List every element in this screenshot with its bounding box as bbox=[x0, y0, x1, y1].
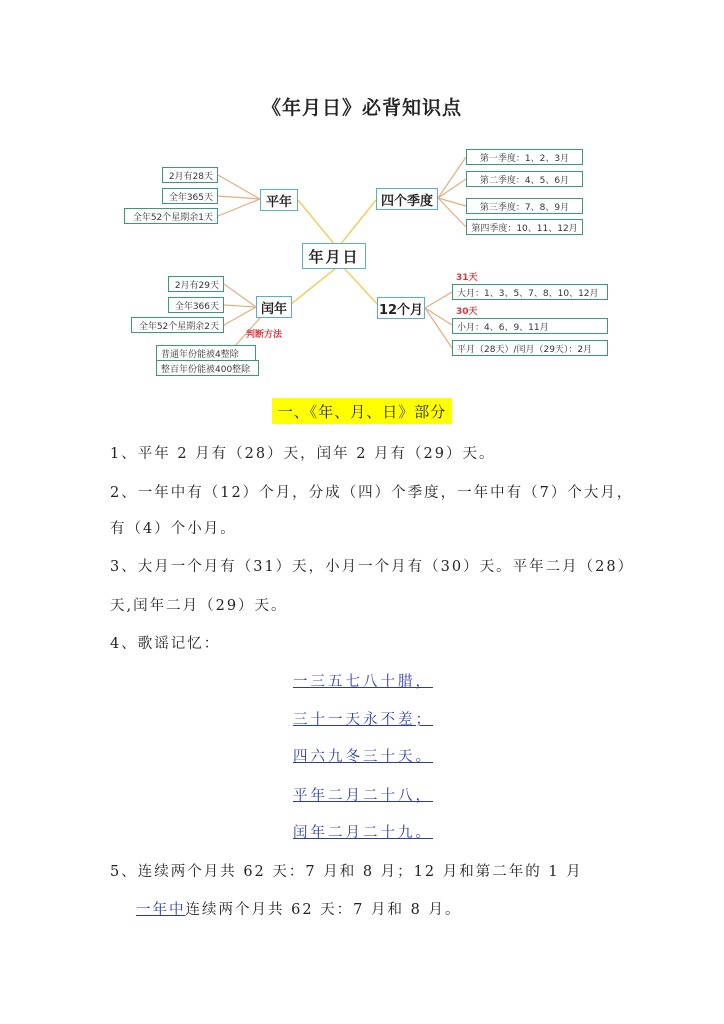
branch-months: 12个月 bbox=[377, 297, 425, 319]
leaf-method-1: 普通年份能被4整除 bbox=[156, 345, 256, 361]
mind-map-connectors bbox=[0, 0, 724, 390]
leaf-ping-nian-1: 2月有28天 bbox=[162, 167, 218, 183]
leaf-big-months: 大月：1、3、5、7、8、10、12月 bbox=[452, 284, 608, 300]
poem-line-2[interactable]: 三十一天永不差； bbox=[293, 712, 433, 728]
method-label: 判断方法 bbox=[246, 330, 283, 340]
poem-line-3[interactable]: 四六九冬三十天。 bbox=[293, 749, 433, 765]
branch-ping-nian: 平年 bbox=[260, 189, 298, 211]
leaf-season-4: 第四季度：10、11、12月 bbox=[466, 219, 583, 235]
leaf-season-3: 第三季度：7、8、9月 bbox=[466, 198, 583, 214]
leaf-small-months: 小月：4、6、9、11月 bbox=[452, 318, 608, 334]
year-within-link[interactable]: 一年中 bbox=[136, 902, 186, 918]
point-5-line-2 bbox=[136, 898, 461, 919]
leaf-feb: 平月（28天）/闰月（29天）：2月 bbox=[452, 340, 608, 356]
leaf-method-2: 整百年份能被400整除 bbox=[156, 360, 259, 376]
poem-line-5[interactable]: 闰年二月二十九。 bbox=[293, 825, 433, 841]
leaf-season-1: 第一季度：1、2、3月 bbox=[466, 149, 583, 165]
point-5-line-2-text: 连续两个月共 62 天：7 月和 8 月。 bbox=[185, 902, 462, 918]
point-4: 4、歌谣记忆： bbox=[110, 636, 221, 652]
point-3-line-2: 天,闰年二月（29）天。 bbox=[110, 598, 288, 614]
leaf-season-2: 第二季度：4、5、6月 bbox=[466, 171, 583, 187]
branch-seasons: 四个季度 bbox=[376, 188, 438, 210]
poem-line-4[interactable]: 平年二月二十八， bbox=[293, 788, 433, 804]
point-1: 1、平年 2 月有（28）天，闰年 2 月有（29）天。 bbox=[110, 446, 496, 462]
leaf-run-nian-1: 2月有29天 bbox=[168, 276, 224, 292]
point-3-line-1: 3、大月一个月有（31）天，小月一个月有（30）天。平年二月（28） bbox=[110, 559, 635, 575]
section-heading: 一、《年、月、日》部分 bbox=[272, 398, 452, 424]
center-node: 年月日 bbox=[302, 243, 366, 269]
mind-map bbox=[0, 0, 724, 390]
branch-run-nian: 闰年 bbox=[256, 296, 292, 318]
point-2-line-1: 2、一年中有（12）个月，分成（四）个季度，一年中有（7）个大月， bbox=[110, 485, 634, 501]
big-month-days-label: 31天 bbox=[456, 273, 478, 283]
leaf-run-nian-2: 全年366天 bbox=[168, 297, 224, 313]
point-5-line-1: 5、连续两个月共 62 天：7 月和 8 月；12 月和第二年的 1 月 bbox=[110, 864, 583, 880]
leaf-ping-nian-2: 全年365天 bbox=[162, 188, 218, 204]
point-2-line-2: 有（4）个小月。 bbox=[110, 521, 237, 537]
page-title: 《年月日》必背知识点 bbox=[261, 97, 462, 119]
small-month-days-label: 30天 bbox=[456, 307, 478, 317]
leaf-run-nian-3: 全年52个星期余2天 bbox=[131, 317, 224, 333]
leaf-ping-nian-3: 全年52个星期余1天 bbox=[124, 208, 218, 224]
poem-line-1[interactable]: 一三五七八十腊， bbox=[293, 674, 433, 690]
